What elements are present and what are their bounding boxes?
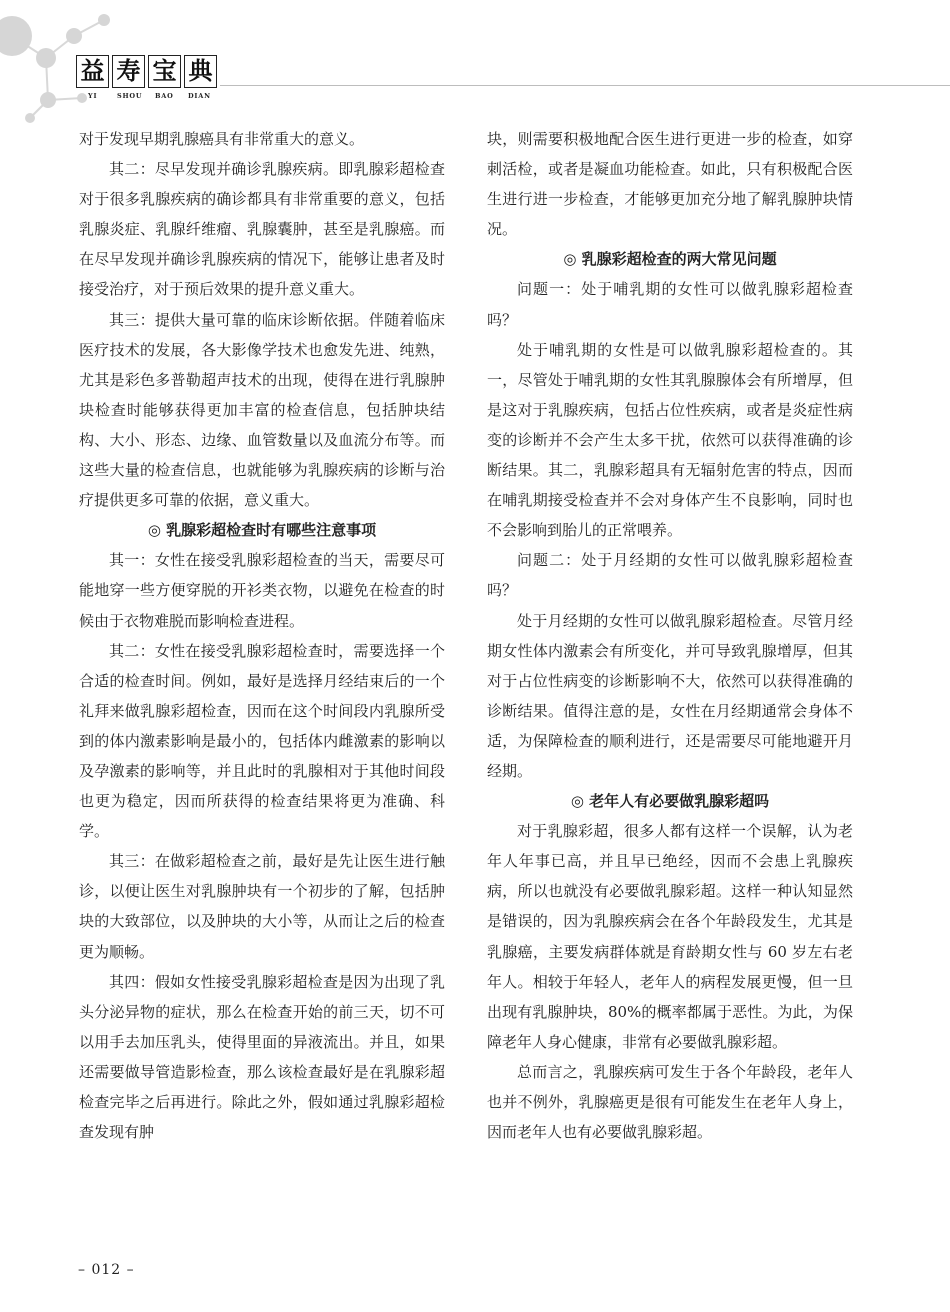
paragraph: 处于哺乳期的女性是可以做乳腺彩超检查的。其一，尽管处于哺乳期的女性其乳腺腺体会有所增厚，但是这对于乳腺疾病，包括占位性疾病，或者是炎症性病变的诊断并不会产生太多干扰，依然可以获得准确的诊断结果。其二，乳腺彩超具有无辐射危害的特点，因而在哺乳期接受检查并不会对身体产生不良影响，同时也不会影响到胎儿的正常喂养。 (487, 340, 853, 540)
section-heading: ◎ 乳腺彩超检查的两大常见问题 (563, 250, 777, 269)
paragraph: 其一：女性在接受乳腺彩超检查的当天，需要尽可能地穿一些方便穿脱的开衫类衣物，以避免在检查的时候由于衣物难脱而影响检查进程。 (79, 551, 445, 630)
section-heading: ◎ 老年人有必要做乳腺彩超吗 (570, 792, 770, 811)
question-heading: 问题二：处于月经期的女性可以做乳腺彩超检查吗？ (487, 551, 853, 600)
masthead-pinyin: SHOU (117, 92, 143, 100)
page-header (0, 0, 950, 120)
paragraph: 其三：在做彩超检查之前，最好是先让医生进行触诊，以便让医生对乳腺肿块有一个初步的了解，包括肿块的大致部位，以及肿块的大小等，从而让之后的检查更为顺畅。 (79, 852, 445, 961)
masthead-pinyin: YI (88, 92, 98, 100)
paragraph: 对于乳腺彩超，很多人都有这样一个误解，认为老年人年事已高，并且早已绝经，因而不会患上乳腺疾病，所以也就没有必要做乳腺彩超。这样一种认知显然是错误的，因为乳腺疾病会在各个年龄段发生，尤其是乳腺癌，主要发病群体就是育龄期女性与 60 岁左右老年人。相较于年轻人，老年人的病程发展更慢，但一旦出现有乳腺肿块，80%的概率都属于恶性。为此，为保障老年人身心健康，非常有必要做乳腺彩超。 (487, 822, 853, 1051)
masthead-char: 寿 (112, 55, 145, 88)
header-rule (220, 85, 950, 86)
right-column (487, 124, 853, 1147)
paragraph: 其二：尽早发现并确诊乳腺疾病。即乳腺彩超检查对于很多乳腺疾病的确诊都具有非常重要的意义，包括乳腺炎症、乳腺纤维瘤、乳腺囊肿，甚至是乳腺癌。而在尽早发现并确诊乳腺疾病的情况下，能够让患者及时接受治疗，对于预后效果的提升意义重大。 (79, 160, 445, 299)
masthead-pinyin: BAO (155, 92, 174, 100)
paragraph: 处于月经期的女性可以做乳腺彩超检查。尽管月经期女性体内激素会有所变化，并可导致乳腺增厚，但其对于占位性病变的诊断影响不大，依然可以获得准确的诊断结果。值得注意的是，女性在月经期通常会身体不适，为保障检查的顺利进行，还是需要尽可能地避开月经期。 (487, 611, 853, 780)
paragraph: 总而言之，乳腺疾病可发生于各个年龄段，老年人也并不例外，乳腺癌更是很有可能发生在老年人身上，因而老年人也有必要做乳腺彩超。 (487, 1062, 853, 1142)
left-column (79, 124, 445, 1147)
paragraph: 块，则需要积极地配合医生进行更进一步的检查，如穿刺活检，或者是凝血功能检查。如此，只有积极配合医生进行进一步检查，才能够更加充分地了解乳腺肿块情况。 (487, 130, 853, 239)
question-heading: 问题一：处于哺乳期的女性可以做乳腺彩超检查吗？ (487, 280, 853, 329)
paragraph: 对于发现早期乳腺癌具有非常重大的意义。 (79, 130, 365, 148)
paragraph: 其三：提供大量可靠的临床诊断依据。伴随着临床医疗技术的发展，各大影像学技术也愈发先进、纯熟，尤其是彩色多普勒超声技术的出现，使得在进行乳腺肿块检查时能够获得更加丰富的检查信息，包括肿块结构、大小、形态、边缘、血管数量以及血流分布等。而这些大量的检查信息，也就能够为乳腺疾病的诊断与治疗提供更多可靠的依据，意义重大。 (79, 310, 445, 510)
masthead-pinyin: DIAN (188, 92, 211, 100)
page-number: – 012 – (78, 1262, 135, 1278)
paragraph: 其四：假如女性接受乳腺彩超检查是因为出现了乳头分泌异物的症状，那么在检查开始的前三天，切不可以用手去加压乳头，使得里面的异液流出。并且，如果还需要做导管造影检查，那么该检查最好是在乳腺彩超检查完毕之后再进行。除此之外，假如通过乳腺彩超检查发现有肿 (79, 972, 445, 1142)
section-heading: ◎ 乳腺彩超检查时有哪些注意事项 (147, 521, 377, 540)
paragraph: 其二：女性在接受乳腺彩超检查时，需要选择一个合适的检查时间。例如，最好是选择月经结束后的一个礼拜来做乳腺彩超检查，因而在这个时间段内乳腺所受到的体内激素影响是最小的，包括体内雌激素的影响以及孕激素的影响等，并且此时的乳腺相对于其他时间段也更为稳定，因而所获得的检查结果将更为准确、科学。 (79, 641, 445, 841)
magazine-masthead (76, 55, 220, 88)
masthead-char: 益 (76, 55, 109, 88)
masthead-char: 宝 (148, 55, 181, 88)
masthead-char: 典 (184, 55, 217, 88)
